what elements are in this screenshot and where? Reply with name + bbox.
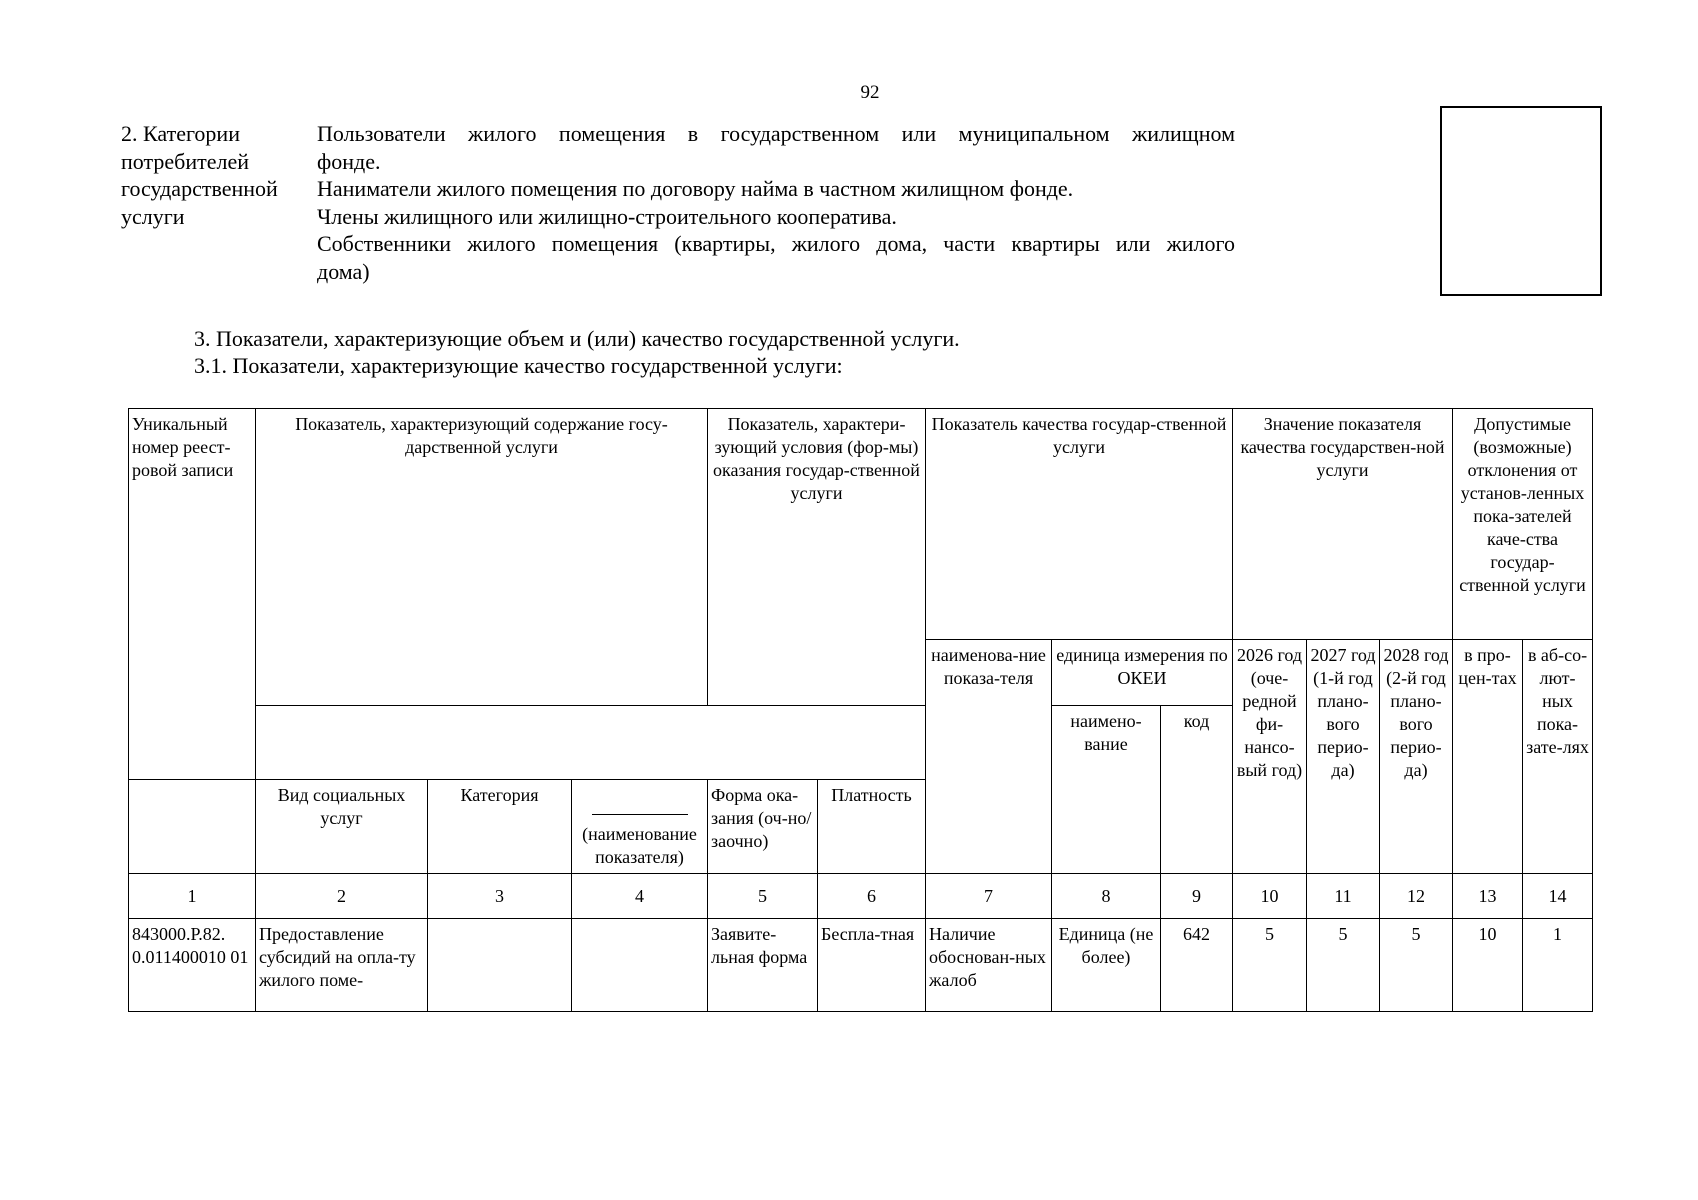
cell-indicator-name-blank: [572, 919, 708, 1012]
heading-section-3-1: 3.1. Показатели, характеризующие качество государственной услуги:: [194, 353, 843, 378]
header-year-2028: 2028 год (2-й год плано-вого перио-да): [1380, 640, 1453, 874]
cell-registry-number: 843000.Р.82. 0.011400010 01: [129, 919, 256, 1012]
header-category: Категория: [428, 780, 572, 874]
column-number: 10: [1233, 874, 1307, 919]
cell-social-service-type: Предоставление субсидий на опла-ту жилого поме-: [256, 919, 428, 1012]
page-number: 92: [860, 82, 880, 103]
cell-payment: Беспла-тная: [818, 919, 926, 1012]
cell-category: [428, 919, 572, 1012]
header-unique-number-continuation: [129, 780, 256, 874]
header-spacer: [256, 706, 926, 780]
header-unit-name: наимено-вание: [1052, 706, 1161, 874]
heading-section-3: 3. Показатели, характеризующие объем и (или) качество государственной услуги.: [194, 326, 960, 351]
section-2-body-line: дома): [317, 258, 370, 284]
column-number: 5: [708, 874, 818, 919]
header-payment: Платность: [818, 780, 926, 874]
section-2-body-line: фонде.: [317, 148, 381, 174]
cell-unit-code: 642: [1161, 919, 1233, 1012]
section-2-label-line: услуги: [121, 203, 185, 229]
header-deviations: Допустимые (возможные) отклонения от установ-ленных пока-зателей каче-ства государ-ственной услуги: [1453, 409, 1593, 640]
cell-indicator-name: Наличие обоснован-ных жалоб: [926, 919, 1052, 1012]
cell-form-of-provision: Заявите-льная форма: [708, 919, 818, 1012]
column-number: 12: [1380, 874, 1453, 919]
cell-unit-name: Единица (не более): [1052, 919, 1161, 1012]
quality-indicators-table: [128, 408, 1593, 1012]
column-number: 6: [818, 874, 926, 919]
section-2-label-line: государственной: [121, 176, 278, 201]
cell-year-2026: 5: [1233, 919, 1307, 1012]
header-year-2026: 2026 год (оче-редной фи-нансо-вый год): [1233, 640, 1307, 874]
column-number: 4: [572, 874, 708, 919]
header-in-percent: в про-цен-тах: [1453, 640, 1523, 874]
column-number: 11: [1307, 874, 1380, 919]
header-in-absolute: в аб-со-лют-ных пока-зате-лях: [1523, 640, 1593, 874]
header-unique-number: Уникальный номер реест-ровой записи: [129, 409, 256, 780]
header-quality-value: Значение показателя качества государствен-ной услуги: [1233, 409, 1453, 640]
section-2-label-line: 2. Категории: [121, 121, 240, 146]
header-indicator-name-blank: [572, 780, 708, 874]
header-conditions-indicator: Показатель, характери-зующий условия (фор-мы) оказания государ-ственной услуги: [708, 409, 926, 706]
header-content-indicator: Показатель, характеризующий содержание госу-дарственной услуги: [256, 409, 708, 706]
column-number: 7: [926, 874, 1052, 919]
stamp-box: [1440, 106, 1602, 296]
header-unit-okei: единица измерения по ОКЕИ: [1052, 640, 1233, 706]
header-social-service-type: Вид социальных услуг: [256, 780, 428, 874]
header-form-of-provision: Форма ока-зания (оч-но/заочно): [708, 780, 818, 874]
column-number: 13: [1453, 874, 1523, 919]
blank-underline: [592, 802, 688, 815]
column-number: 9: [1161, 874, 1233, 919]
header-year-2027: 2027 год (1-й год плано-вого перио-да): [1307, 640, 1380, 874]
column-numbers-row: [129, 874, 1593, 919]
cell-year-2028: 5: [1380, 919, 1453, 1012]
section-2-body-line: Члены жилищного или жилищно-строительного кооператива.: [317, 203, 897, 229]
header-quality-indicator: Показатель качества государ-ственной услуги: [926, 409, 1233, 640]
column-number: 2: [256, 874, 428, 919]
column-number: 3: [428, 874, 572, 919]
section-2-body-line: Наниматели жилого помещения по договору найма в частном жилищном фонде.: [317, 176, 1074, 201]
cell-in-percent: 10: [1453, 919, 1523, 1012]
header-unit-code: код: [1161, 706, 1233, 874]
section-2-body: [317, 120, 1235, 285]
cell-year-2027: 5: [1307, 919, 1380, 1012]
column-number: 8: [1052, 874, 1161, 919]
header-indicator-name-paren: (наименование показателя): [582, 824, 697, 867]
section-2-body-line: Собственники жилого помещения (квартиры, жилого дома, части квартиры или жилого: [317, 231, 1235, 256]
column-number: 14: [1523, 874, 1593, 919]
table-row: [129, 919, 1593, 1012]
section-2-body-line: Пользователи жилого помещения в государственном или муниципальном жилищном: [317, 121, 1235, 146]
column-number: 1: [129, 874, 256, 919]
section-2-consumer-categories: [121, 120, 1235, 285]
header-indicator-name: наименова-ние показа-теля: [926, 640, 1052, 874]
section-2-label: [121, 120, 317, 285]
section-2-label-line: потребителей: [121, 148, 249, 174]
cell-in-absolute: 1: [1523, 919, 1593, 1012]
